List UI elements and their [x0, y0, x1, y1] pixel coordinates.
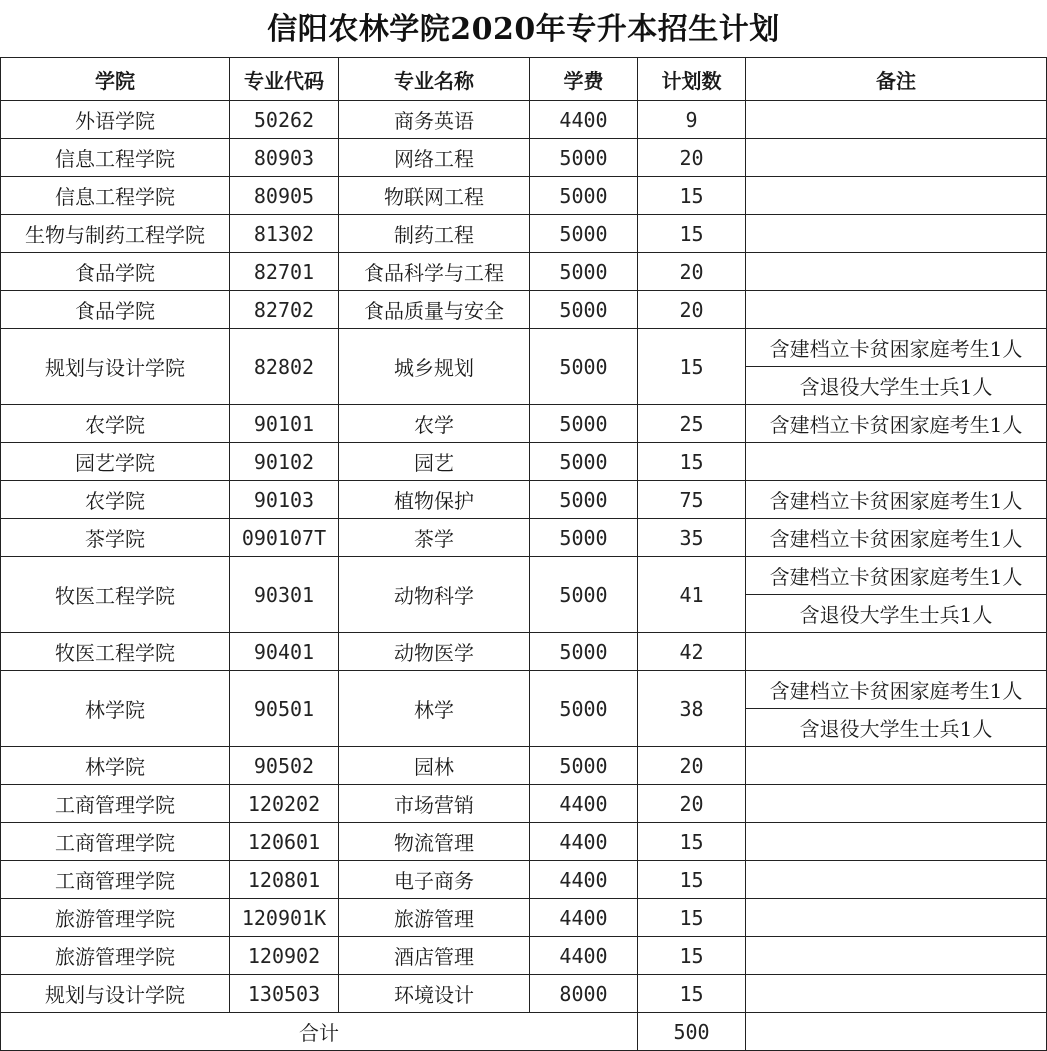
- cell-major-code: 90101: [230, 405, 339, 443]
- cell-tuition: 5000: [530, 633, 638, 671]
- cell-major-code: 82701: [230, 253, 339, 291]
- cell-tuition: 4400: [530, 101, 638, 139]
- table-row: [1, 291, 1047, 329]
- header-college: 学院: [1, 58, 230, 101]
- cell-note: [746, 975, 1047, 1013]
- cell-college: 园艺学院: [1, 443, 230, 481]
- cell-college: 食品学院: [1, 253, 230, 291]
- cell-tuition: 5000: [530, 443, 638, 481]
- page-title: 信阳农林学院2020年专升本招生计划: [267, 12, 780, 47]
- cell-note: [746, 937, 1047, 975]
- total-notes: [746, 1013, 1047, 1051]
- cell-major-name: 园林: [339, 747, 530, 785]
- cell-major-name: 农学: [339, 405, 530, 443]
- table-row: [1, 937, 1047, 975]
- total-value: 500: [638, 1013, 746, 1051]
- table-row: [1, 443, 1047, 481]
- cell-note: 含建档立卡贫困家庭考生1人: [746, 557, 1047, 595]
- cell-college: 农学院: [1, 405, 230, 443]
- cell-note: [746, 101, 1047, 139]
- cell-note: 含建档立卡贫困家庭考生1人: [746, 405, 1047, 443]
- cell-college: 牧医工程学院: [1, 633, 230, 671]
- cell-tuition: 8000: [530, 975, 638, 1013]
- table-row: [1, 519, 1047, 557]
- cell-major-code: 90102: [230, 443, 339, 481]
- cell-tuition: 5000: [530, 139, 638, 177]
- cell-note: [746, 139, 1047, 177]
- cell-college: 信息工程学院: [1, 139, 230, 177]
- cell-note: [746, 747, 1047, 785]
- cell-major-name: 酒店管理: [339, 937, 530, 975]
- table-row: [1, 747, 1047, 785]
- cell-major-code: 90502: [230, 747, 339, 785]
- cell-college: 工商管理学院: [1, 861, 230, 899]
- cell-tuition: 5000: [530, 291, 638, 329]
- total-label: 合计: [1, 1013, 638, 1051]
- cell-major-code: 130503: [230, 975, 339, 1013]
- cell-major-code: 82702: [230, 291, 339, 329]
- cell-major-code: 120901K: [230, 899, 339, 937]
- cell-major-code: 81302: [230, 215, 339, 253]
- cell-major-code: 80903: [230, 139, 339, 177]
- cell-major-name: 园艺: [339, 443, 530, 481]
- cell-major-code: 90301: [230, 557, 339, 633]
- cell-college: 茶学院: [1, 519, 230, 557]
- table-row: [1, 215, 1047, 253]
- cell-major-code: 90501: [230, 671, 339, 747]
- table-row: [1, 899, 1047, 937]
- total-row: [1, 1013, 1047, 1051]
- cell-plan-count: 75: [638, 481, 746, 519]
- cell-tuition: 5000: [530, 747, 638, 785]
- table-row: [1, 101, 1047, 139]
- cell-tuition: 5000: [530, 481, 638, 519]
- cell-major-name: 动物医学: [339, 633, 530, 671]
- cell-major-code: 50262: [230, 101, 339, 139]
- cell-tuition: 5000: [530, 519, 638, 557]
- cell-plan-count: 15: [638, 443, 746, 481]
- cell-major-code: 90401: [230, 633, 339, 671]
- cell-college: 工商管理学院: [1, 785, 230, 823]
- cell-tuition: 5000: [530, 329, 638, 405]
- cell-major-code: 90103: [230, 481, 339, 519]
- cell-major-name: 植物保护: [339, 481, 530, 519]
- cell-tuition: 4400: [530, 785, 638, 823]
- cell-note: [746, 785, 1047, 823]
- header-major-name: 专业名称: [339, 58, 530, 101]
- header-row: [1, 58, 1047, 101]
- table-row: [1, 633, 1047, 671]
- cell-plan-count: 41: [638, 557, 746, 633]
- cell-plan-count: 20: [638, 785, 746, 823]
- enrollment-plan-table: [0, 57, 1047, 1051]
- cell-college: 生物与制药工程学院: [1, 215, 230, 253]
- cell-college: 规划与设计学院: [1, 329, 230, 405]
- cell-tuition: 5000: [530, 215, 638, 253]
- cell-tuition: 4400: [530, 861, 638, 899]
- cell-tuition: 5000: [530, 405, 638, 443]
- cell-plan-count: 42: [638, 633, 746, 671]
- cell-plan-count: 20: [638, 747, 746, 785]
- cell-plan-count: 25: [638, 405, 746, 443]
- cell-plan-count: 9: [638, 101, 746, 139]
- cell-note: 含退役大学生士兵1人: [746, 709, 1047, 747]
- cell-major-name: 林学: [339, 671, 530, 747]
- header-plan-count: 计划数: [638, 58, 746, 101]
- header-tuition: 学费: [530, 58, 638, 101]
- cell-college: 规划与设计学院: [1, 975, 230, 1013]
- cell-college: 旅游管理学院: [1, 937, 230, 975]
- cell-plan-count: 15: [638, 177, 746, 215]
- cell-note: [746, 215, 1047, 253]
- cell-major-name: 茶学: [339, 519, 530, 557]
- cell-note: [746, 291, 1047, 329]
- cell-college: 林学院: [1, 671, 230, 747]
- cell-note: 含建档立卡贫困家庭考生1人: [746, 671, 1047, 709]
- cell-plan-count: 15: [638, 215, 746, 253]
- cell-major-name: 动物科学: [339, 557, 530, 633]
- cell-major-name: 商务英语: [339, 101, 530, 139]
- cell-plan-count: 15: [638, 823, 746, 861]
- cell-note: [746, 861, 1047, 899]
- cell-note: [746, 823, 1047, 861]
- cell-note: 含建档立卡贫困家庭考生1人: [746, 481, 1047, 519]
- table-row: [1, 861, 1047, 899]
- cell-plan-count: 20: [638, 253, 746, 291]
- table-row: [1, 329, 1047, 367]
- cell-major-name: 城乡规划: [339, 329, 530, 405]
- cell-major-code: 120202: [230, 785, 339, 823]
- table-row: [1, 405, 1047, 443]
- cell-college: 牧医工程学院: [1, 557, 230, 633]
- cell-major-code: 120801: [230, 861, 339, 899]
- table-row: [1, 481, 1047, 519]
- cell-plan-count: 20: [638, 139, 746, 177]
- cell-tuition: 4400: [530, 899, 638, 937]
- cell-major-code: 120601: [230, 823, 339, 861]
- cell-plan-count: 15: [638, 899, 746, 937]
- cell-college: 食品学院: [1, 291, 230, 329]
- cell-major-code: 80905: [230, 177, 339, 215]
- cell-college: 旅游管理学院: [1, 899, 230, 937]
- cell-major-name: 食品科学与工程: [339, 253, 530, 291]
- cell-major-code: 82802: [230, 329, 339, 405]
- cell-major-name: 网络工程: [339, 139, 530, 177]
- cell-college: 信息工程学院: [1, 177, 230, 215]
- cell-tuition: 4400: [530, 823, 638, 861]
- cell-college: 农学院: [1, 481, 230, 519]
- header-major-code: 专业代码: [230, 58, 339, 101]
- table-row: [1, 253, 1047, 291]
- cell-tuition: 5000: [530, 253, 638, 291]
- cell-major-name: 环境设计: [339, 975, 530, 1013]
- cell-college: 外语学院: [1, 101, 230, 139]
- cell-major-name: 食品质量与安全: [339, 291, 530, 329]
- cell-note: [746, 253, 1047, 291]
- table-row: [1, 785, 1047, 823]
- header-notes: 备注: [746, 58, 1047, 101]
- cell-tuition: 4400: [530, 937, 638, 975]
- cell-tuition: 5000: [530, 177, 638, 215]
- cell-note: 含退役大学生士兵1人: [746, 595, 1047, 633]
- cell-plan-count: 15: [638, 861, 746, 899]
- table-body: [1, 101, 1047, 1013]
- cell-plan-count: 20: [638, 291, 746, 329]
- cell-college: 工商管理学院: [1, 823, 230, 861]
- cell-major-code: 120902: [230, 937, 339, 975]
- cell-major-code: 090107T: [230, 519, 339, 557]
- cell-note: 含建档立卡贫困家庭考生1人: [746, 329, 1047, 367]
- cell-college: 林学院: [1, 747, 230, 785]
- cell-major-name: 物联网工程: [339, 177, 530, 215]
- cell-note: [746, 633, 1047, 671]
- table-row: [1, 975, 1047, 1013]
- cell-major-name: 电子商务: [339, 861, 530, 899]
- cell-note: [746, 899, 1047, 937]
- cell-plan-count: 38: [638, 671, 746, 747]
- cell-major-name: 市场营销: [339, 785, 530, 823]
- cell-tuition: 5000: [530, 557, 638, 633]
- cell-note: 含建档立卡贫困家庭考生1人: [746, 519, 1047, 557]
- cell-note: 含退役大学生士兵1人: [746, 367, 1047, 405]
- table-row: [1, 557, 1047, 595]
- cell-plan-count: 35: [638, 519, 746, 557]
- cell-tuition: 5000: [530, 671, 638, 747]
- table-row: [1, 823, 1047, 861]
- cell-plan-count: 15: [638, 975, 746, 1013]
- cell-major-name: 制药工程: [339, 215, 530, 253]
- table-row: [1, 177, 1047, 215]
- cell-plan-count: 15: [638, 937, 746, 975]
- table-row: [1, 139, 1047, 177]
- table-row: [1, 671, 1047, 709]
- cell-note: [746, 443, 1047, 481]
- cell-major-name: 旅游管理: [339, 899, 530, 937]
- cell-note: [746, 177, 1047, 215]
- cell-major-name: 物流管理: [339, 823, 530, 861]
- cell-plan-count: 15: [638, 329, 746, 405]
